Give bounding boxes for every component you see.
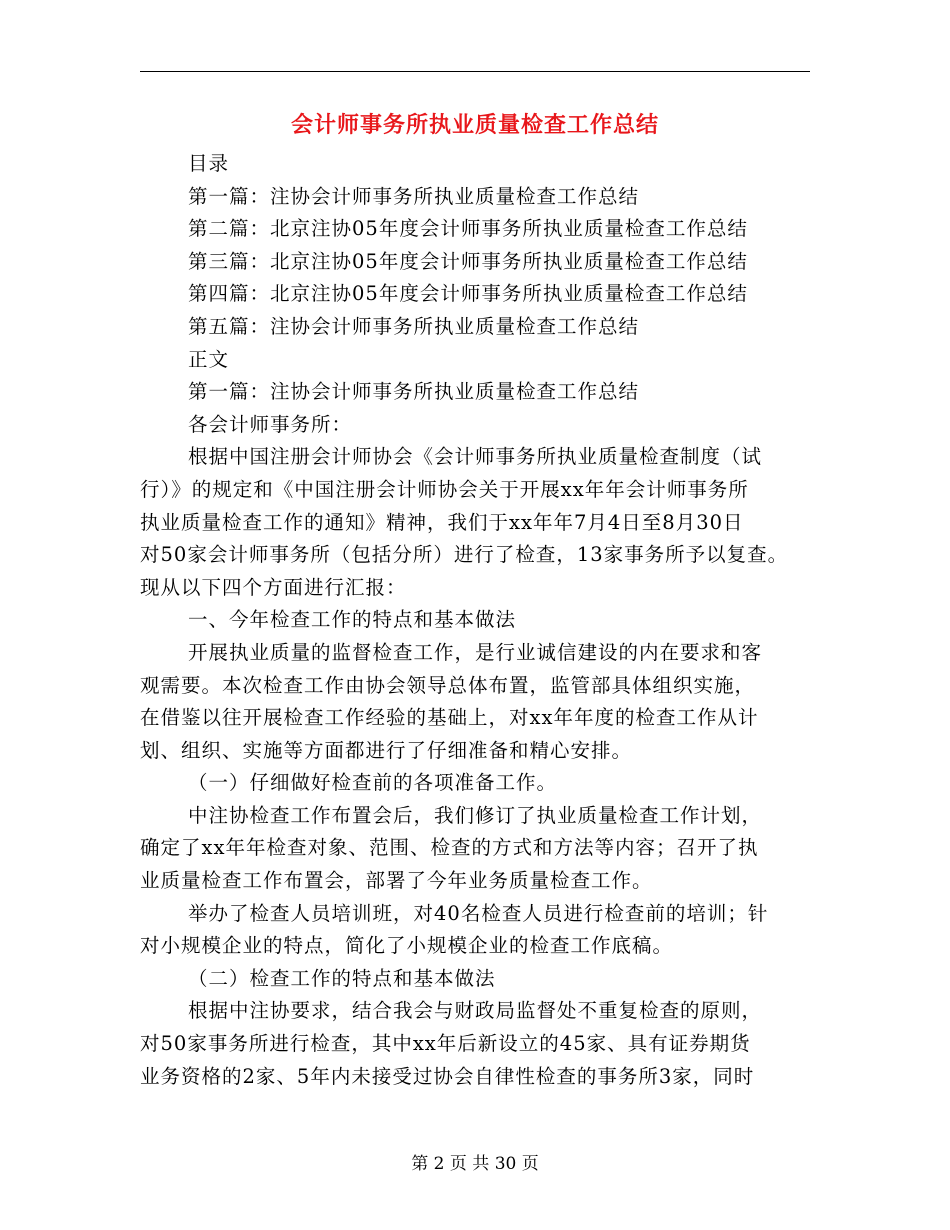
header-rule — [140, 71, 810, 72]
toc-item-3: 第三篇：北京注协05年度会计师事务所执业质量检查工作总结 — [188, 249, 748, 273]
paragraph-line: 举办了检查人员培训班，对40名检查人员进行检查前的培训；针 — [188, 901, 769, 925]
toc-item-5: 第五篇：注协会计师事务所执业质量检查工作总结 — [188, 314, 640, 338]
paragraph-line: 对50家事务所进行检查，其中xx年后新设立的45家、具有证券期货 — [140, 1032, 751, 1056]
paragraph-line: 根据中注协要求，结合我会与财政局监督处不重复检查的原则， — [188, 999, 763, 1023]
paragraph-line: 执业质量检查工作的通知》精神，我们于xx年年7月4日至8月30日 — [140, 510, 744, 534]
paragraph-line: 在借鉴以往开展检查工作经验的基础上，对xx年年度的检查工作从计 — [140, 706, 759, 730]
paragraph-line: 开展执业质量的监督检查工作，是行业诚信建设的内在要求和客 — [188, 640, 763, 664]
toc-item-1: 第一篇：注协会计师事务所执业质量检查工作总结 — [188, 184, 640, 208]
document-body — [140, 148, 820, 1093]
paragraph-line: 根据中国注册会计师协会《会计师事务所执业质量检查制度（试 — [188, 445, 763, 469]
toc-item-2: 第二篇：北京注协05年度会计师事务所执业质量检查工作总结 — [188, 217, 748, 241]
chapter-title: 第一篇：注协会计师事务所执业质量检查工作总结 — [188, 380, 640, 404]
subsection-heading: （一）仔细做好检查前的各项准备工作。 — [188, 771, 558, 795]
paragraph-line: 中注协检查工作布置会后，我们修订了执业质量检查工作计划， — [188, 803, 763, 827]
paragraph-line: 观需要。本次检查工作由协会领导总体布置，监管部具体组织实施， — [140, 673, 756, 697]
paragraph-line: 业务资格的2家、5年内未接受过协会自律性检查的事务所3家，同时 — [140, 1064, 755, 1088]
paragraph-line: 业质量检查工作布置会，部署了今年业务质量检查工作。 — [140, 869, 653, 893]
subsection-heading: （二）检查工作的特点和基本做法 — [188, 966, 496, 990]
paragraph-line: 现从以下四个方面进行汇报： — [140, 575, 407, 599]
paragraph-line: 划、组织、实施等方面都进行了仔细准备和精心安排。 — [140, 738, 633, 762]
section-heading: 一、今年检查工作的特点和基本做法 — [188, 608, 517, 632]
page-number-footer: 第 2 页 共 30 页 — [411, 1154, 539, 1174]
paragraph-line: 行）》的规定和《中国注册会计师协会关于开展xx年年会计师事务所 — [140, 477, 749, 501]
paragraph-line: 确定了xx年年检查对象、范围、检查的方式和方法等内容；召开了执 — [140, 836, 759, 860]
body-heading: 正文 — [188, 347, 230, 371]
toc-heading: 目录 — [188, 152, 230, 175]
document-title: 会计师事务所执业质量检查工作总结 — [290, 112, 659, 138]
paragraph-line: 对50家会计师事务所（包括分所）进行了检查，13家事务所予以复查。 — [140, 543, 789, 567]
toc-item-4: 第四篇：北京注协05年度会计师事务所执业质量检查工作总结 — [188, 282, 748, 306]
paragraph-line: 对小规模企业的特点，简化了小规模企业的检查工作底稿。 — [140, 934, 674, 958]
salutation: 各会计师事务所： — [188, 412, 353, 436]
